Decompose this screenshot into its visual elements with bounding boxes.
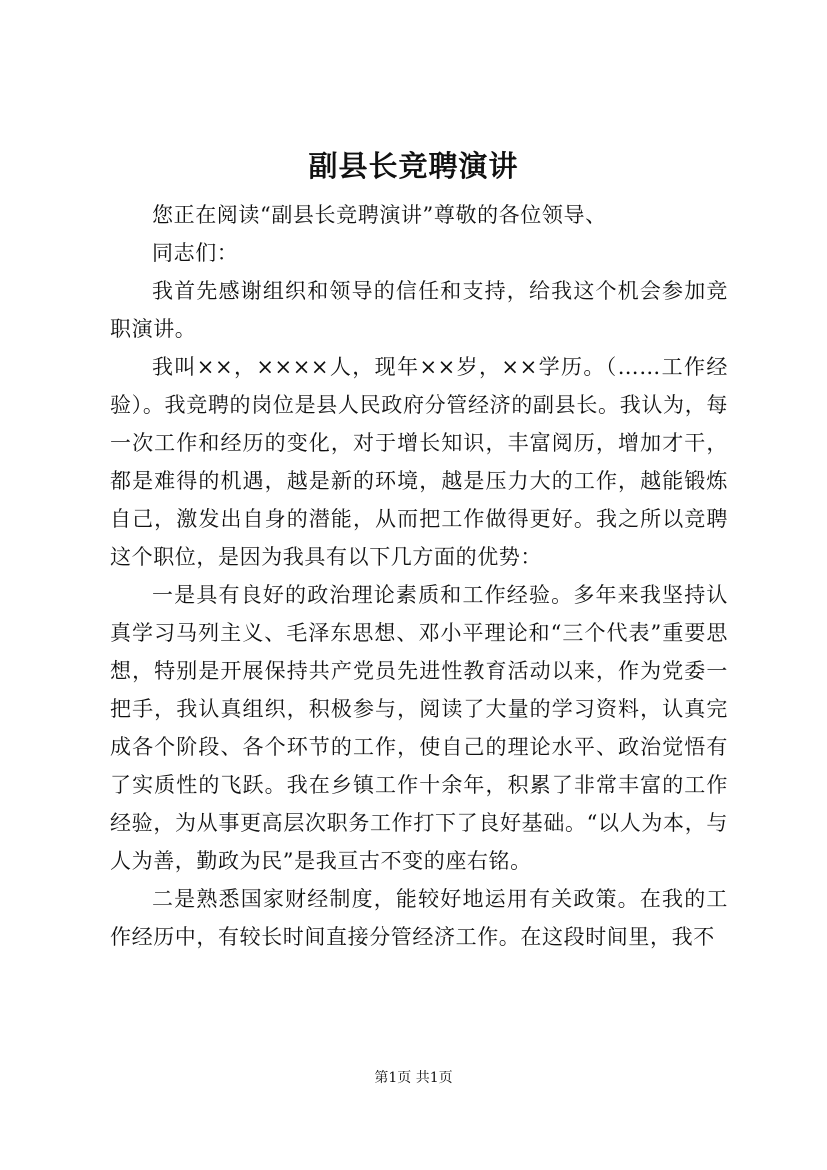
paragraph-advantage-two: 二是熟悉国家财经制度，能较好地运用有关政策。在我的工作经历中，有较长时间直接分管经济工作。在这段时间里，我不 [110,887,728,949]
page-number-footer: 第1页 共1页 [374,1070,453,1086]
paragraph-thanks: 我首先感谢组织和领导的信任和支持，给我这个机会参加竞职演讲。 [110,279,728,341]
document-body [110,196,728,956]
paragraph-salutation: 同志们： [152,241,239,265]
paragraph-advantage-one: 一是具有良好的政治理论素质和工作经验。多年来我坚持认真学习马列主义、毛泽东思想、邓小平理论和“三个代表”重要思想，特别是开展保持共产党员先进性教育活动以来，作为党委一把手，我认真组织，积极参与，阅读了大量的学习资料，认真完成各个阶段、各个环节的工作，使自己的理论水平、政治觉悟有了实质性的飞跃。我在乡镇工作十余年，积累了非常丰富的工作经验，为从事更高层次职务工作打下了良好基础。“以人为本，与人为善，勤政为民”是我亘古不变的座右铭。 [110,583,728,873]
paragraph-self-introduction: 我叫××，××××人，现年××岁，××学历。（……工作经验）。我竞聘的岗位是县人民政府分管经济的副县长。我认为，每一次工作和经历的变化，对于增长知识，丰富阅历，增加才干，都是难得的机遇，越是新的环境，越是压力大的工作，越能锻炼自己，激发出自身的潜能，从而把工作做得更好。我之所以竞聘这个职位，是因为我具有以下几方面的优势： [110,355,728,569]
paragraph-intro: 您正在阅读“副县长竞聘演讲”尊敬的各位领导、 [152,203,607,227]
document-title: 副县长竞聘演讲 [308,149,519,183]
